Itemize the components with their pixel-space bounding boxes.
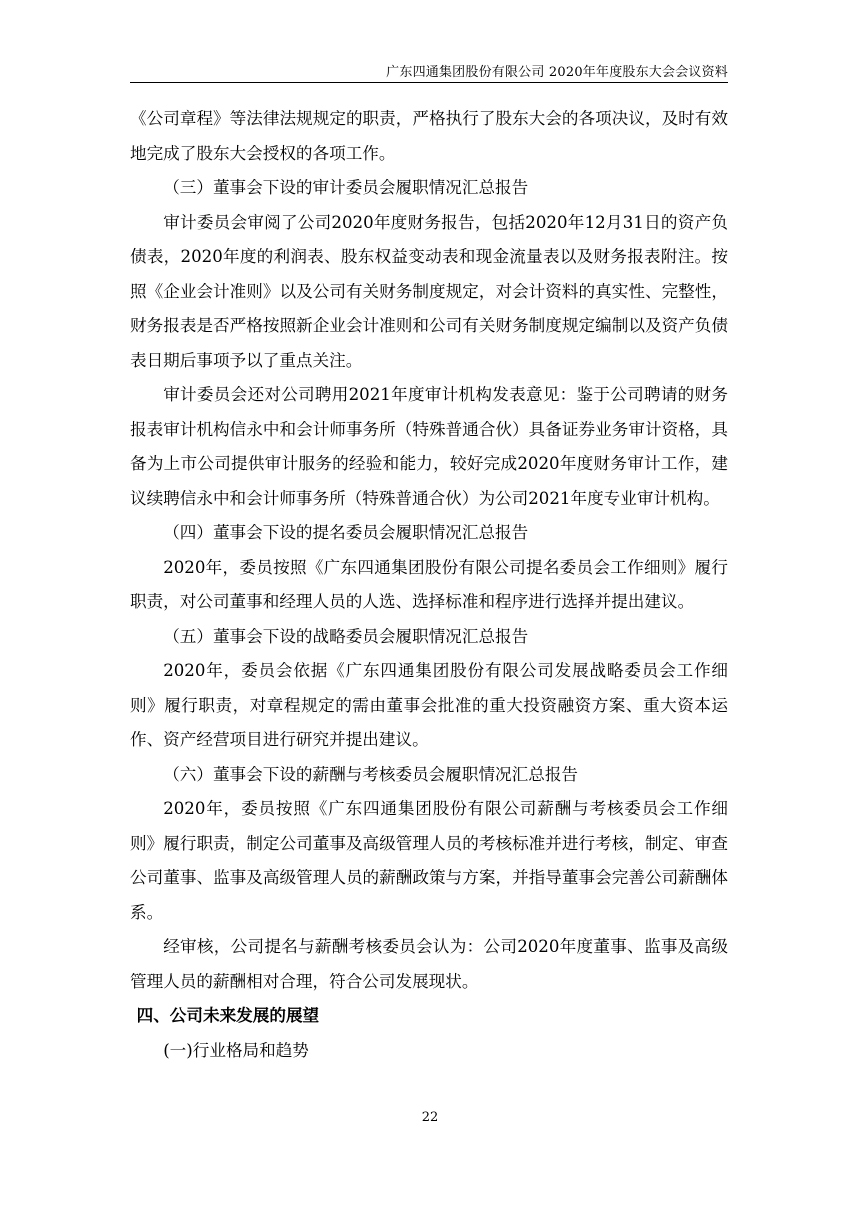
section-heading-future-outlook: 四、公司未来发展的展望 [136,1006,320,1025]
header-title: 广东四通集团股份有限公司 2020年年度股东大会会议资料 [386,65,728,80]
document-body [130,102,728,1068]
paragraph-strategy: 2020年，委员会依据《广东四通集团股份有限公司发展战略委员会工作细则》履行职责，对章程规定的需由董事会批准的重大投资融资方案、重大资本运作、资产经营项目进行研究并提出建议。 [130,661,728,749]
paragraph-compensation: 2020年，委员按照《广东四通集团股份有限公司薪酬与考核委员会工作细则》履行职责，制定公司董事及高级管理人员的考核标准并进行考核，制定、审查公司董事、监事及高级管理人员的薪酬政策与方案，并指导董事会完善公司薪酬体系。 [130,799,728,922]
paragraph-nomination: 2020年，委员按照《广东四通集团股份有限公司提名委员会工作细则》履行职责，对公司董事和经理人员的人选、选择标准和程序进行选择并提出建议。 [130,557,728,611]
page-header [130,58,728,83]
paragraph-continued: 《公司章程》等法律法规规定的职责，严格执行了股东大会的各项决议，及时有效地完成了股东大会授权的各项工作。 [130,109,728,163]
paragraph-compensation-review: 经审核，公司提名与薪酬考核委员会认为：公司2020年度董事、监事及高级管理人员的薪酬相对合理，符合公司发展现状。 [130,937,728,991]
subsection-heading-industry-trend: (一)行业格局和趋势 [163,1040,309,1060]
section-heading-nomination-committee: （四）董事会下设的提名委员会履职情况汇总报告 [163,523,529,542]
section-heading-strategy-committee: （五）董事会下设的战略委员会履职情况汇总报告 [163,626,529,646]
section-heading-compensation-committee: （六）董事会下设的薪酬与考核委员会履职情况汇总报告 [163,764,579,784]
page-number: 22 [421,1110,439,1125]
paragraph-audit-opinion: 审计委员会还对公司聘用2021年度审计机构发表意见：鉴于公司聘请的财务报表审计机构信永中和会计师事务所（特殊普通合伙）具备证券业务审计资格，具备为上市公司提供审计服务的经验和能力，较好完成2020年度财务审计工作，建议续聘信永中和会计师事务所（特殊普通合伙）为公司2021年度专业审计机构。 [130,385,728,508]
section-heading-audit-committee: （三）董事会下设的审计委员会履职情况汇总报告 [163,178,529,197]
paragraph-audit-review: 审计委员会审阅了公司2020年度财务报告，包括2020年12月31日的资产负债表，2020年度的利润表、股东权益变动表和现金流量表以及财务报表附注。按照《企业会计准则》以及公司有关财务制度规定，对会计资料的真实性、完整性，财务报表是否严格按照新企业会计准则和公司有关财务制度规定编制以及资产负债表日期后事项予以了重点关注。 [130,212,728,370]
